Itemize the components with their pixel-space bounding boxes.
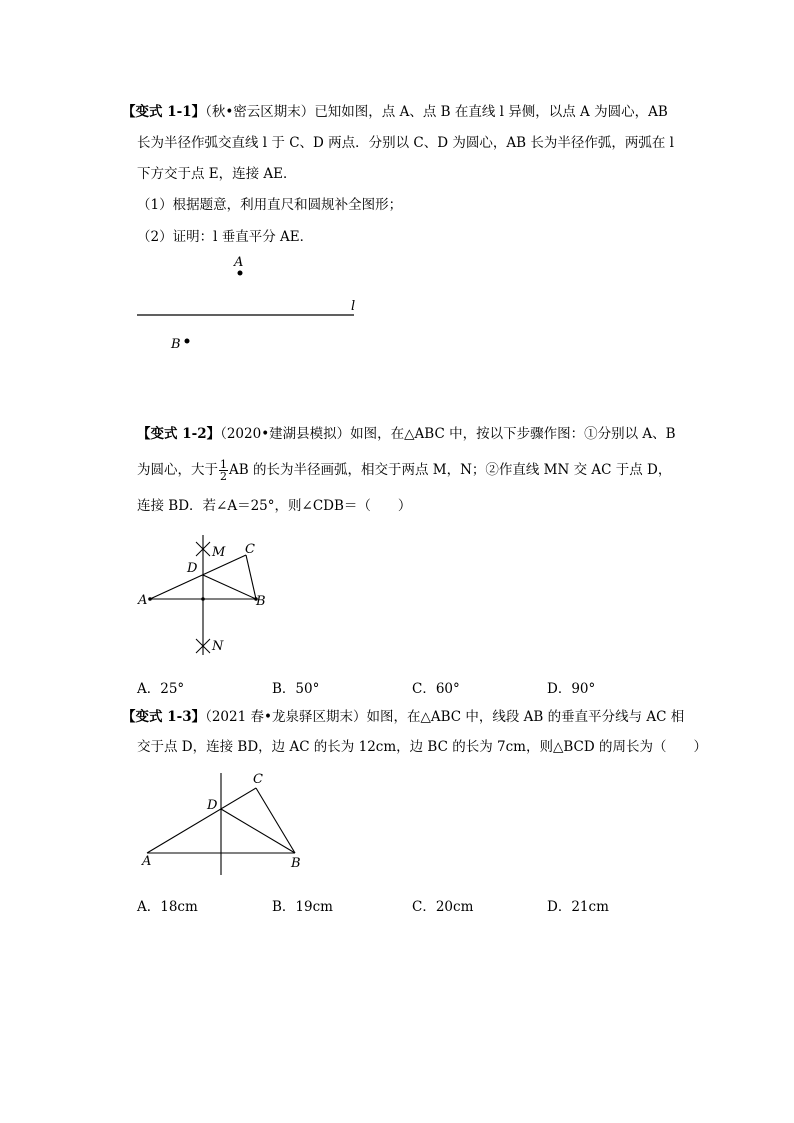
q2-point-a: [148, 597, 152, 601]
q3-source: （2021 春•龙泉驿区期末）: [205, 709, 367, 725]
q3-label-c: C: [253, 772, 263, 787]
q2-figure: [130, 530, 290, 660]
q2-side-bc: [246, 555, 256, 599]
q2-fraction: [219, 459, 228, 482]
q3-line2: 交于点 D，连接 BD，边 AC 的长为 12cm，边 BC 的长为 7cm，则△BCD 的周长为（ ）: [137, 739, 707, 755]
q2-text-2a: 为圆心，大于: [137, 462, 218, 478]
q1-line2: 长为半径作弧交直线 l 于 C、D 两点．分别以 C、D 为圆心，AB 长为半径作弧，两弧在 l: [137, 135, 674, 151]
q2-label-n: N: [212, 639, 224, 654]
q2-line1: [137, 425, 676, 443]
q1-label-b: B: [171, 337, 181, 352]
q1-line3: 下方交于点 E，连接 AE．: [137, 166, 297, 182]
q3-line1: [122, 708, 684, 726]
q3-option-c: C．20cm: [412, 899, 474, 915]
q1-point-b: [185, 339, 190, 344]
q2-label-b: B: [256, 594, 266, 609]
q2-source: （2020•建湖县模拟）: [220, 426, 351, 442]
q1-label-l: l: [351, 299, 356, 314]
q1-tag: 【变式 1-1】: [122, 104, 206, 120]
q2-label-a: A: [138, 593, 148, 608]
q2-text-2b: AB 的长为半径画弧，相交于两点 M，N；②作直线 MN 交 AC 于点 D，: [229, 462, 672, 478]
q3-segment-bd: [221, 809, 295, 853]
q1-source: （秋•密云区期末）: [205, 104, 315, 120]
q2-text-1: 如图，在△ABC 中，按以下步骤作图：①分别以 A、B: [350, 426, 676, 442]
q2-frac-den: 2: [220, 470, 227, 483]
q2-label-c: C: [245, 542, 255, 557]
q2-option-a: A．25°: [137, 681, 185, 697]
q2-option-d: D．90°: [547, 681, 596, 697]
q2-option-b: B．50°: [272, 681, 320, 697]
q2-line3: 连接 BD．若∠A＝25°，则∠CDB＝（ ）: [137, 498, 412, 514]
q2-midpoint: [201, 597, 205, 601]
q1-part2: （2）证明：l 垂直平分 AE．: [137, 229, 314, 245]
q1-line1: [122, 103, 668, 121]
q3-label-d: D: [207, 798, 218, 813]
q3-tag: 【变式 1-3】: [122, 709, 206, 725]
q2-option-c: C．60°: [412, 681, 460, 697]
q3-option-d: D．21cm: [547, 899, 609, 915]
q1-text-1: 已知如图，点 A、点 B 在直线 l 异侧，以点 A 为圆心，AB: [314, 104, 668, 120]
q1-label-a: A: [234, 255, 244, 270]
q3-text-1: 如图，在△ABC 中，线段 AB 的垂直平分线与 AC 相: [366, 709, 685, 725]
q1-figure: [120, 250, 380, 360]
q2-side-ac: [150, 555, 246, 599]
q3-figure: [135, 765, 315, 880]
q2-label-m: M: [212, 545, 226, 560]
q2-frac-num: 1: [220, 458, 227, 471]
q3-label-b: B: [291, 856, 301, 871]
q1-part1: （1）根据题意，利用直尺和圆规补全图形；: [137, 197, 403, 213]
q2-line2: [137, 459, 671, 482]
q3-side-bc: [256, 788, 295, 853]
q3-option-b: B．19cm: [272, 899, 333, 915]
q2-label-d: D: [187, 561, 198, 576]
q3-label-a: A: [142, 854, 152, 869]
q2-tag: 【变式 1-2】: [137, 426, 221, 442]
q1-point-a: [238, 271, 243, 276]
q2-segment-bd: [203, 575, 256, 599]
q3-option-a: A．18cm: [137, 899, 198, 915]
